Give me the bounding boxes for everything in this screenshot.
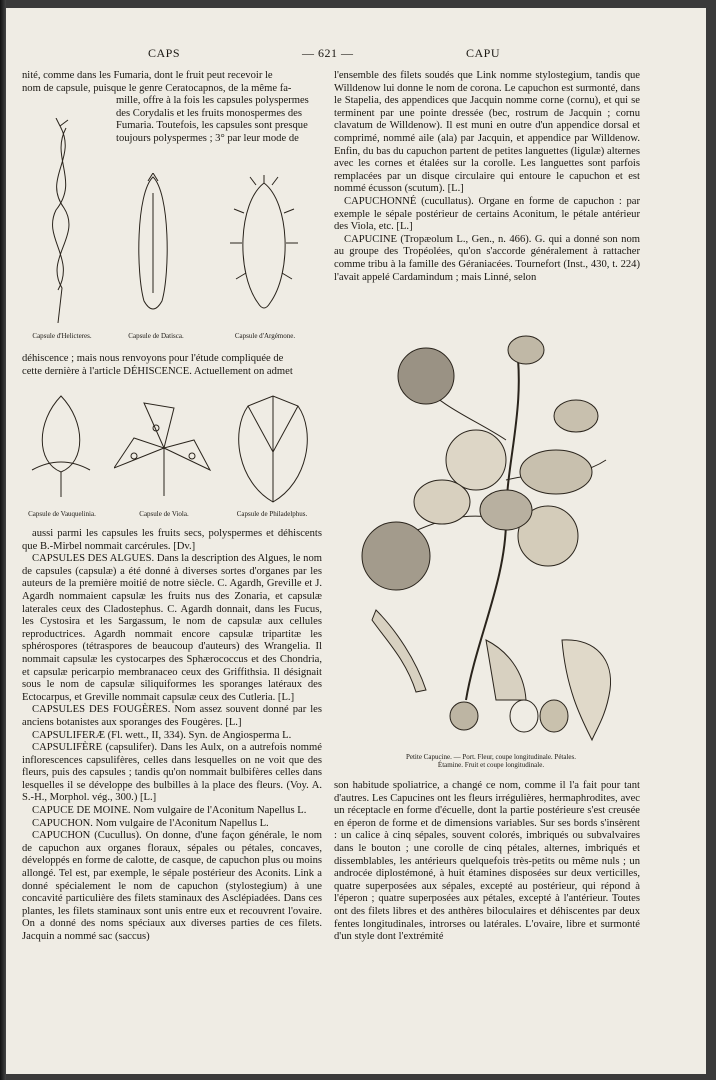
viola-capsule-illustration: [114, 398, 214, 498]
running-head-right: CAPU: [466, 46, 501, 60]
text-line: des Corydalis et les fruits monospermes des: [116, 107, 302, 119]
caption-line: Étamine. Fruit et coupe longitudinale.: [437, 761, 545, 769]
running-head-left: CAPS: [148, 46, 181, 60]
text-line: cette dernière à l'article DÉHISCENCE. Actuellement on admet: [22, 365, 293, 377]
text-line: nom de capsule, puisque le genre Ceratocapnos, de la même fa-: [22, 82, 292, 94]
argemone-capsule-illustration: [224, 173, 304, 323]
paragraph-capuchon: CAPUCHON (Cucullus). On donne, d'une façon générale, le nom de capuchon aux organes floraux, sépales ou pétales, concaves, développés en forme de calotte, de casque, de capuchon plus ou moins allongé. Tel est, par exemple, le sépale postérieur des Aconits. Link a donné spécialement le nom de capuchon (stylostegium) à une concavité particulière des filets staminaux des Asclépiadées. Dans ces plantes, les filets staminaux sont unis entre eux et recouvrent l'ovaire. On a donné des noms spéciaux aux diverses parties de ces filets. Jacquin a nommé sac (saccus): [22, 830, 322, 942]
figure-caption: Capsule de Vauquelinia.: [28, 510, 96, 518]
left-intro: [22, 70, 322, 95]
paragraph-capuchon-nom: CAPUCHON. Nom vulgaire de l'Aconitum Napellus L.: [32, 817, 269, 829]
tropaeolum-illustration: [356, 320, 626, 744]
philadelphus-capsule-illustration: [228, 392, 318, 507]
paragraph-capsuliferae: CAPSULIFERÆ (Fl. wett., II, 334). Syn. de Angiosperma L.: [32, 729, 292, 741]
paragraph-algues: CAPSULES DES ALGUES. Dans la description des Algues, le nom de capsules (capsulæ) a été donné à diverses sortes d'organes par les auteurs de la première moitié de notre siècle. C. Agardh, Greville et J. Agardh nommaient capsulæ les fruits nus des Zonaria, et capsulæ laterales ceux des Cladostephus. C. Agardh donnait, dans les Fucus, les Cystosira et les Sargassum, le nom de capsulæ aux cellules reproductrices. Agardh nommait encore capsulæ tripartitæ les sphérospores (tétraspores de beaucoup d'auteurs) des Wrangelia. Il nommait capsulæ les cystocarpes des Sphærococcus et des Chondria, et capsulæ pericarpio membranaceo ceux des Griffithsia. Il désignait sous le nom de capsulæ siliquiformes les sporanges latéraux des Ectocarpus, et Greville nommait capsulæ ceux des Cutleria. [L.]: [22, 553, 322, 703]
paragraph-capsulifere: CAPSULIFÈRE (capsulifer). Dans les Aulx, on a autrefois nommé inflorescences capsulifères, celles dans lesquelles on ne voit que des fleurs, puis des capsules ; tandis qu'on nommait bulbifères celles dans lesquelles il se développe des bulbilles à la place des fleurs. (Voy. A. S.-H., Morphol. vég., 300.) [L.]: [22, 742, 322, 804]
figure-caption: [356, 753, 626, 769]
figure-caption: Capsule de Datisca.: [128, 332, 184, 340]
left-mid: [22, 353, 322, 378]
paragraph-capuchonne: CAPUCHONNÉ (cucullatus). Organe en forme de capuchon : par exemple le sépale postérieur de certains Aconitum, le pétale antérieur des Viola, etc. [L.]: [334, 195, 640, 233]
paragraph-capucine: CAPUCINE (Tropæolum L., Gen., n. 466). G. qui a donné son nom au groupe des Tropéolées, qu'on s'accorde généralement à rattacher comme tribu à la famille des Géraniacées. Tournefort (Inst., 430, t. 224) l'avait appelé Cardamindum ; mais Linné, selon: [334, 233, 640, 283]
left-body: [22, 528, 322, 944]
figure-caption: Capsule d'Argémone.: [234, 332, 296, 340]
right-top: [334, 70, 640, 284]
figure-caption: Capsule de Philadelphus.: [236, 510, 308, 518]
paragraph: aussi parmi les capsules les fruits secs, polyspermes et déhiscents que B.-Mirbel nommait carcérules. [Dv.]: [22, 528, 322, 552]
paragraph: son habitude spoliatrice, a changé ce nom, comme il l'a fait pour tant d'autres. Les Capucines ont les fleurs irrégulières, hermaphrodites, avec un réceptacle en forme d'écuelle, dont la partie postérieure s'est creusée en éperon de forme et de dimensions variables. Sur ses bords s'insèrent : un calice à cinq sépales, souvent colorés, imbriqués ou subvalvaires dans le bouton ; une corolle de cinq pétales, alternes, imbriqués et dissemblables, les antérieurs quelquefois très-petits ou même nuls ; un androcée diplostémoné, à huit étamines disposées sur deux verticilles, quatre superposées aux sépales, excepté au postérieur, qui répond à l'éperon ; quatre superposées aux pétales, excepté à l'antérieur. Toutes ont des filets libres et des anthères biloculaires et déhiscentes par deux fentes longitudinales, introrses ou latérales. L'ovaire, libre et surmonté d'un style dont l'extrémité: [334, 780, 640, 943]
paragraph-capuce: CAPUCE DE MOINE. Nom vulgaire de l'Aconitum Napellus L.: [32, 805, 307, 817]
page: [6, 8, 706, 1074]
caption-line: Petite Capucine. — Port. Fleur, coupe longitudinale. Pétales.: [405, 753, 577, 761]
text-line: Fumaria. Toutefois, les capsules sont presque: [116, 120, 308, 132]
text-line: toujours polyspermes ; 3° par leur mode de: [116, 132, 299, 144]
left-intro-narrow: [116, 95, 322, 145]
page-number: — 621 —: [302, 46, 354, 60]
figure-caption: Capsule de Viola.: [139, 510, 189, 518]
figure-caption: Capsule d'Helicteres.: [32, 332, 92, 340]
right-bottom: [334, 780, 640, 944]
paragraph-fougeres: CAPSULES DES FOUGÈRES. Nom assez souvent donné par les anciens botanistes aux sporanges des Fougères. [L.]: [22, 704, 322, 728]
datisca-capsule-illustration: [130, 173, 176, 323]
helicteres-capsule-illustration: [30, 118, 90, 328]
vauquelinia-capsule-illustration: [26, 392, 96, 502]
text-line: mille, offre à la fois les capsules polyspermes: [116, 95, 309, 106]
text-line: nité, comme dans les Fumaria, dont le fruit peut recevoir le: [22, 70, 273, 81]
text-line: déhiscence ; mais nous renvoyons pour l'étude compliquée de: [22, 353, 284, 364]
paragraph: l'ensemble des filets soudés que Link nomme stylostegium, tandis que Willdenow lui donne le nom de corona. Le capuchon est surmonté, dans le Stapelia, des appendices que Jacquin nomme corne (cornu), et qui se terminent par une pointe dressée (bec, rostrum de Jacquin ; cornu clavatum de Willdenow). Il est muni en outre d'un appendice dorsal et comprimé, nommé aile (ala) par Jacquin, et appendice par Willdenow. Enfin, du bas du capuchon partent de petites languettes (ligulæ) alternes avec les cornes et étalées sur la corolle. Les languettes sont parfois remplacées par un disque circulaire qui entoure le capuchon et est nommé écusson (scutum). [L.]: [334, 70, 640, 195]
